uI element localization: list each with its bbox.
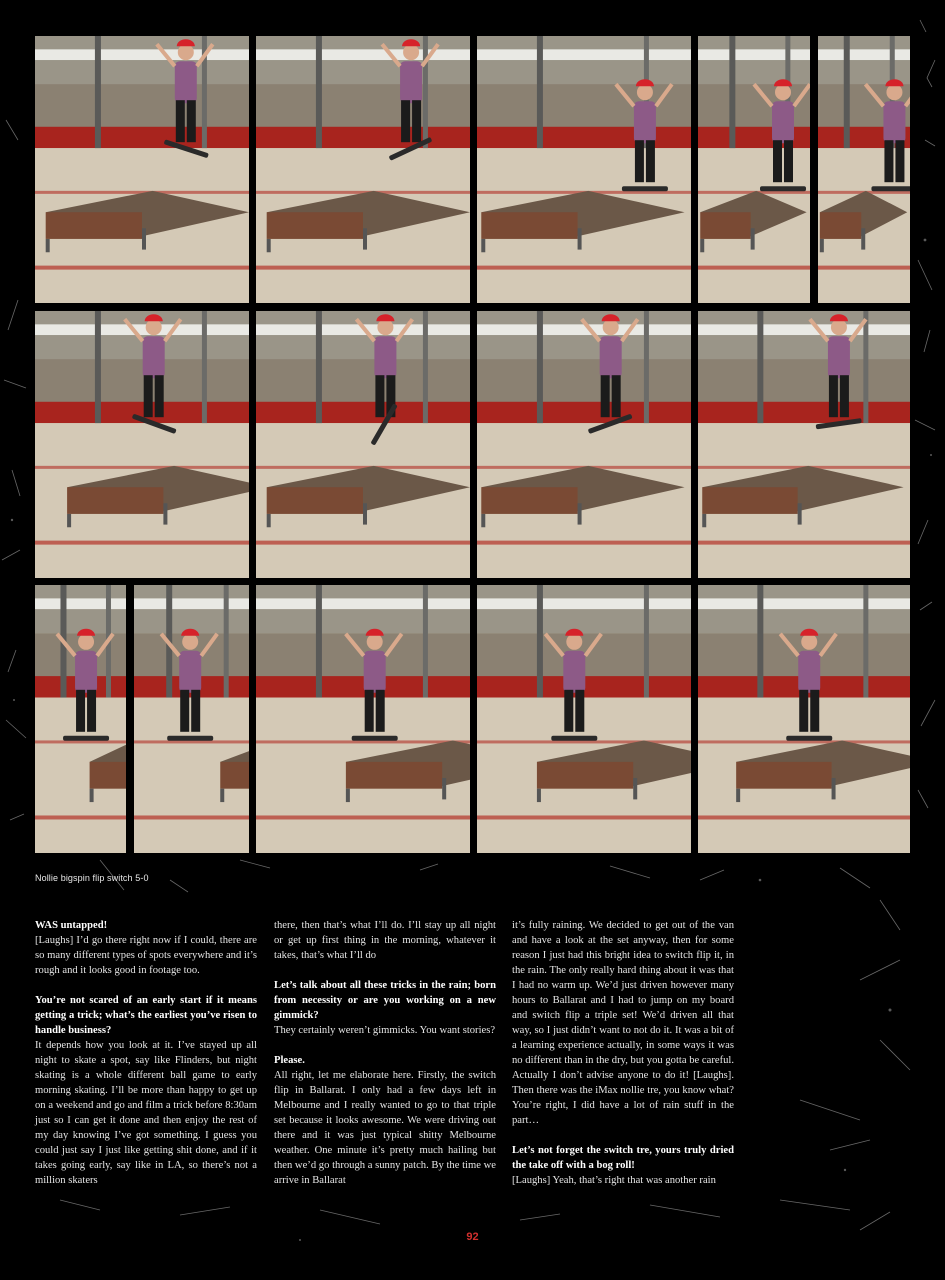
interview-answer: [Laughs] I’d go there right now if I could, there are so many different types of spots everywhere and it’s rough and it looks good in footage too. [35, 935, 257, 976]
sequence-photo [35, 36, 249, 303]
interview-answer: it’s fully raining. We decided to get out of the van and have a look at the set anyway, then for some reason I just had this bright idea to switch flip it, in the rain. The only really hard thing about it was that I had no warm up. We’d just driven however many hours to Ballarat and I had to jump on my board and switch flip a triple set! We’d driven all that way, so I just didn’t want to not do it. It was a bit of a learning experience actually, in some ways it was no different than in the dry, but you gotta be careful. Actually I don’t advise anyone to do it! [Laughs]. Then there was the iMax nollie tre, you know what? You’re right, I did have a lot of rain stuff in the part… [512, 920, 734, 1126]
sequence-photo [698, 585, 910, 853]
interview-answer: They certainly weren’t gimmicks. You want stories? [274, 1025, 496, 1036]
interview-answer: It depends how you look at it. I’ve stayed up all night to skate a spot, say like Flinders, but night skating is a whole different ball game to early morning skating. I’ll be more than happy to get up on a weekend and go and film a trick before 8:30am just so I can get it done and then enjoy the rest of my day knowing I’ve got something. I guess you could just say I just like getting shit done, and if it takes going early, say like in LA, so there’s not a million skaters [35, 1040, 257, 1186]
paragraph-gap [274, 963, 496, 978]
interview-question: Let’s not forget the switch tre, yours truly dried the take off with a bog roll! [512, 1145, 734, 1171]
interview-question: WAS untapped! [35, 920, 108, 931]
interview-question: Please. [274, 1055, 305, 1066]
interview-answer: [Laughs] Yeah, that’s right that was another rain [512, 1175, 716, 1186]
sequence-photo [134, 585, 249, 853]
interview-answer: All right, let me elaborate here. Firstly, the switch flip in Ballarat. I only had a few days left in Melbourne and I really wanted to go to that triple set because it looks awesome. We were driving out there and it was just typical shitty Melbourne weather. One minute it’s pretty much hailing but then we’d go through a sunny patch. By the time we arrive in Ballarat [274, 1070, 496, 1186]
text-column-3 [512, 918, 734, 1188]
sequence-photo [698, 311, 910, 578]
sequence-photo [256, 311, 470, 578]
paragraph-gap [35, 978, 257, 993]
text-column-1 [35, 918, 257, 1188]
sequence-photo [477, 311, 691, 578]
sequence-photo [35, 585, 126, 853]
sequence-photo [256, 585, 470, 853]
photo-caption: Nollie bigspin flip switch 5-0 [35, 873, 149, 883]
sequence-photo [256, 36, 470, 303]
sequence-photo [818, 36, 910, 303]
sequence-photo [35, 311, 249, 578]
sequence-photo [477, 585, 691, 853]
interview-answer: there, then that’s what I’ll do. I’ll stay up all night or get up first thing in the morning, whatever it takes, that’s what I’ll do [274, 920, 496, 961]
page-number: 92 [466, 1231, 479, 1243]
sequence-photo [477, 36, 691, 303]
text-column-2 [274, 918, 496, 1188]
paragraph-gap [274, 1038, 496, 1053]
paragraph-gap [512, 1128, 734, 1143]
interview-question: You’re not scared of an early start if it means getting a trick; what’s the earliest you’ve risen to handle business? [35, 995, 257, 1036]
sequence-photo [698, 36, 810, 303]
interview-question: Let’s talk about all these tricks in the rain; born from necessity or are you working on a new gimmick? [274, 980, 496, 1021]
